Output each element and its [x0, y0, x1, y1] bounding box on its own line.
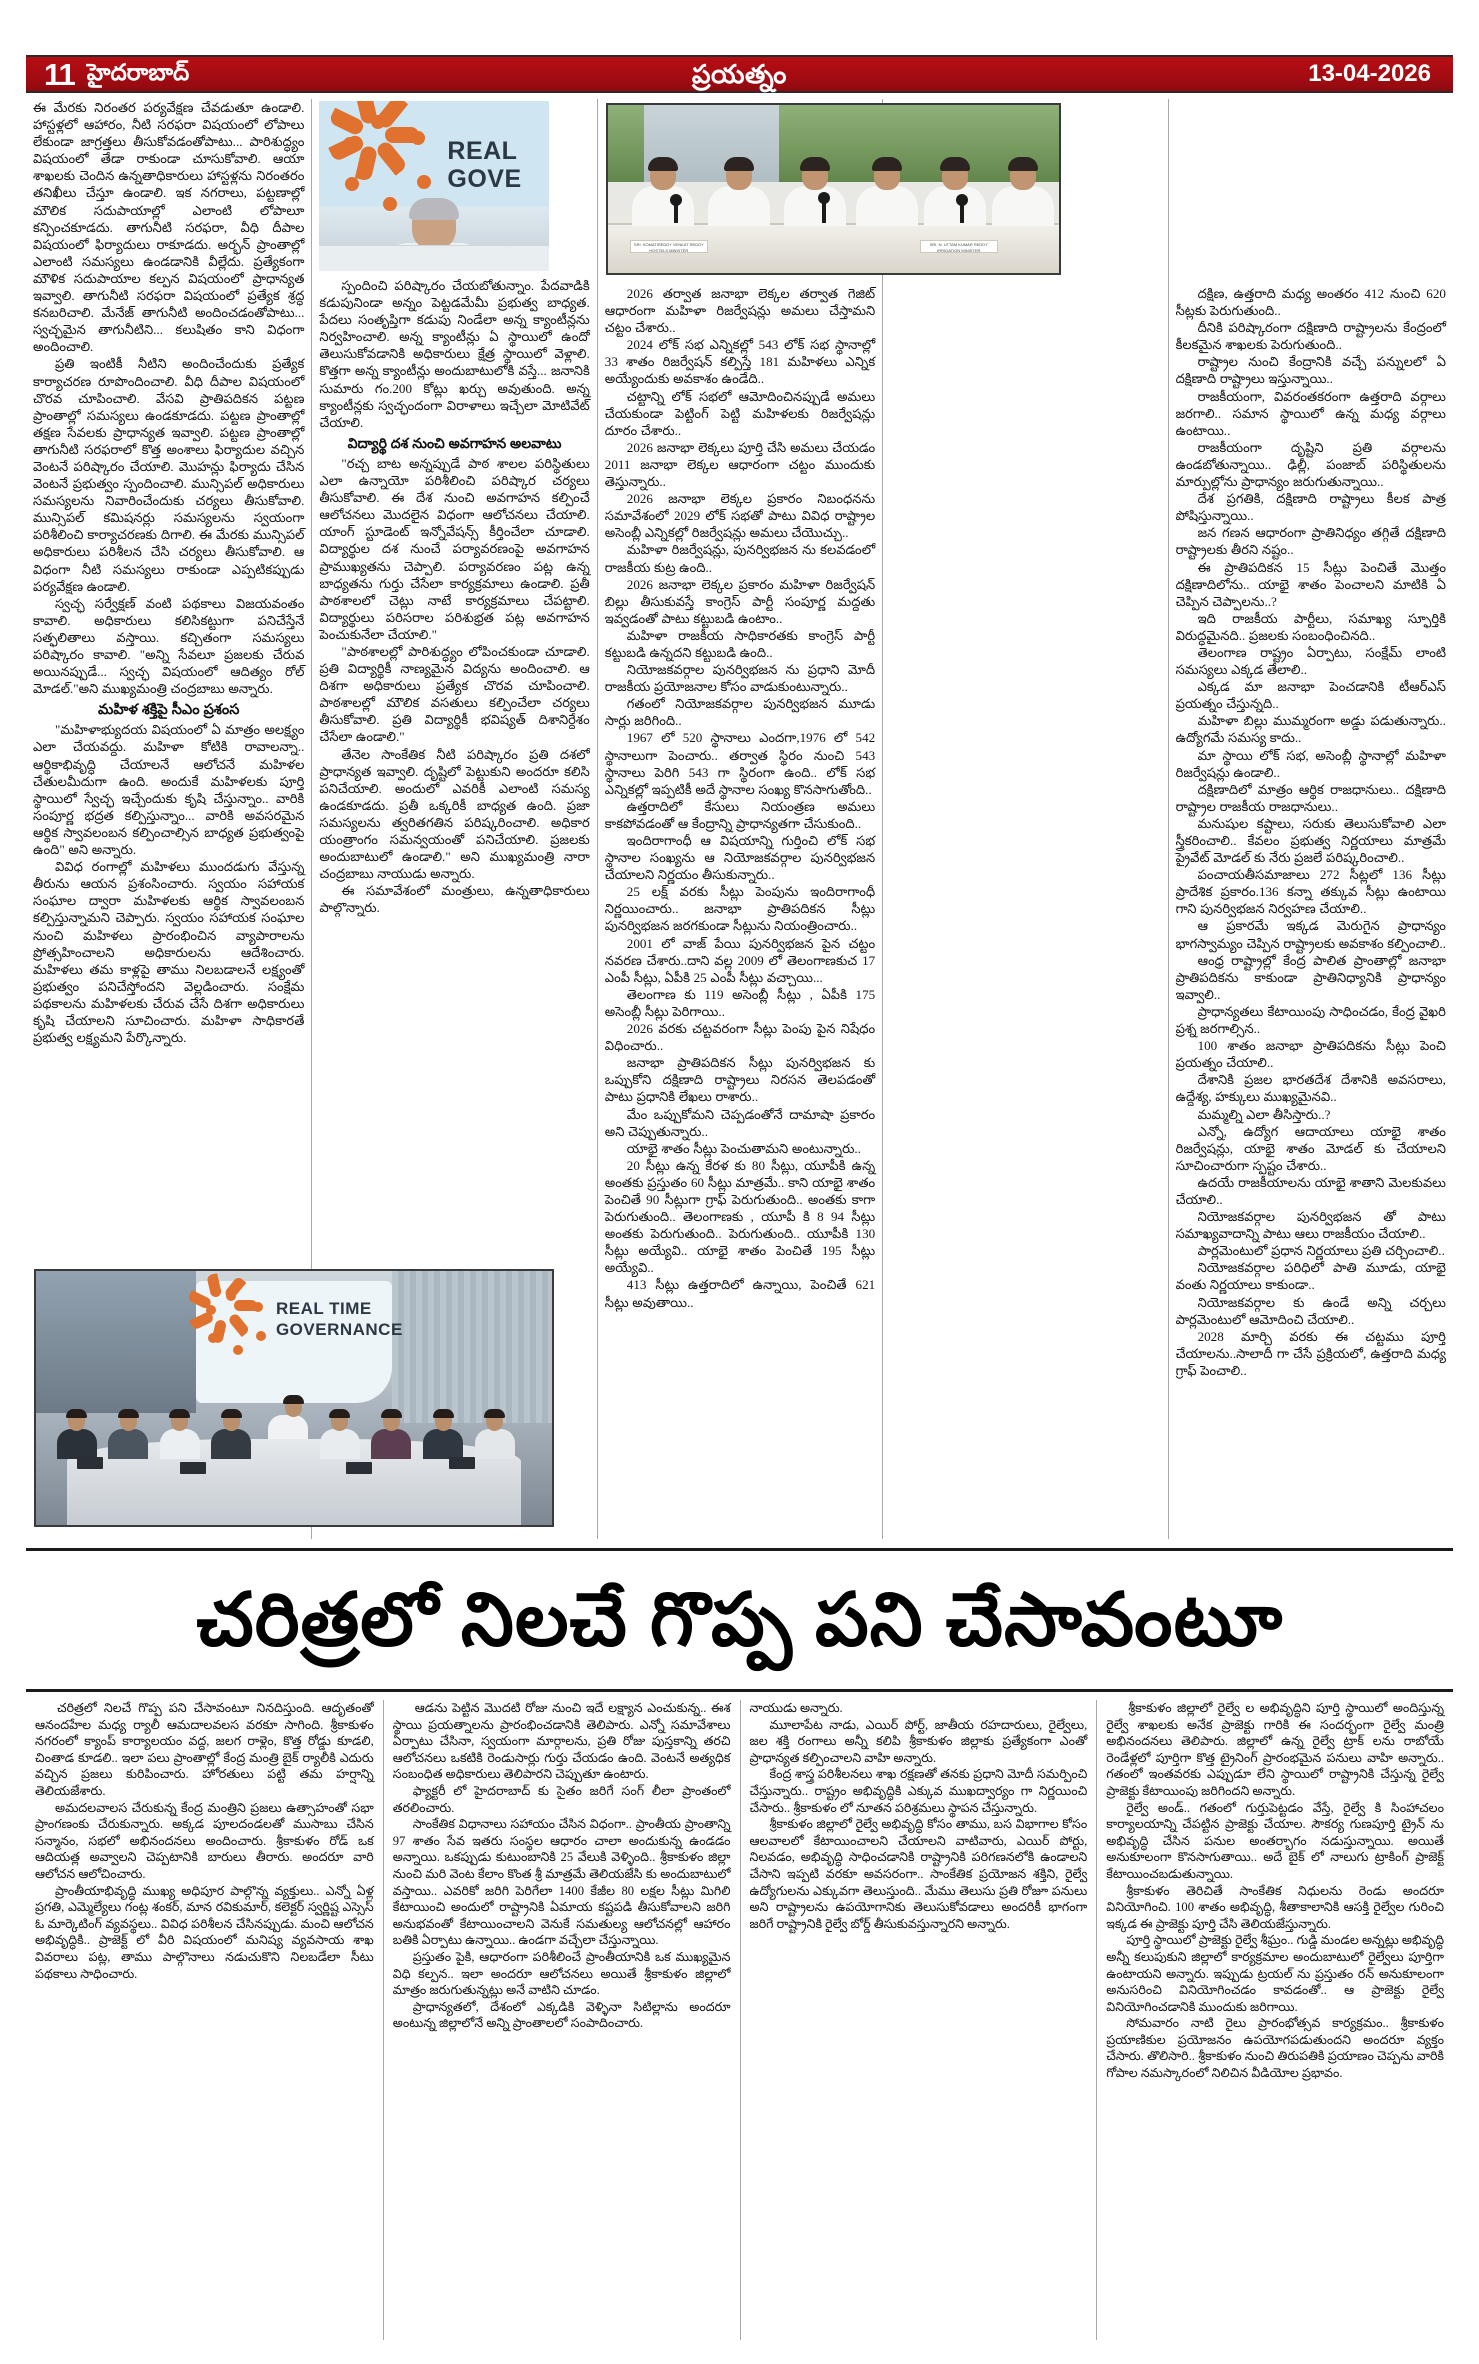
- panelist: [708, 160, 770, 226]
- paragraph: నియోజకవర్గాల పరిధిలో పాతి మూడు, యాభై వంతు నిర్ణయాలు కాకుండా..: [1175, 1260, 1446, 1293]
- bottom-article-section: [26, 1700, 1453, 2340]
- paragraph: స్పందించి పరిష్కారం చేయబోతున్నాం. పేదవాడికి కడుపునిండా అన్నం పెట్టడమేమీ ప్రభుత్వ బాధ్యత. పేదలు సంతృప్తిగా కడుపు నిండేలా అన్న క్యాంటీన్లను నిర్వహించాలి. అన్న క్యాంటీన్లు ఏ స్థాయిలో ఉందో తెలుసుకోవడానికి అధికారులు క్షేత్ర స్థాయిలో వెళ్లాలి. కొత్తగా అన్న క్యాంటీన్లు అందుబాటులోకి వస్తే... జనానికి సుమారు గం.200 కోట్లు ఖర్చు అవుతుంది. అన్న క్యాంటీన్లకు స్వచ్ఛందంగా విరాళాలు ఇచ్చేలా మోటివేట్ చేయాలి.: [319, 278, 590, 430]
- paragraph: దేశానికి ప్రజల భారతదేశ దేశానికి అవసరాలు, ఉద్దేశ్య, హక్కులు ముఖ్యమైనవి..: [1175, 1072, 1446, 1105]
- stage-screen: [196, 1281, 403, 1403]
- rtg-pinwheel-logo: [341, 117, 431, 207]
- paragraph: 2024 లోక్ సభ ఎన్నికల్లో 543 లోక్ సభ స్థానాల్లో 33 శాతం రిజర్వేషన్ కల్పిస్తే 181 మహిళలు ఎన్నిక అయ్యేందుకు అవకాశం ఉండేది..: [604, 337, 876, 387]
- bottom-column-2: [383, 1700, 740, 2340]
- paragraph: మమ్మల్ని ఎలా తీసిస్తారు..?: [1197, 1106, 1331, 1122]
- paragraph: ప్రస్తుతం పైకి, ఆధారంగా పరిశీలించే ప్రాంతీయానికి ఒక ముఖ్యమైన విధి కల్పన.. ఇలా అందరూ ఆలోచనలు అయితే శ్రీకాకుళం జిల్లాలో మాత్రం జరుగుతున్నట్లు అనే వాటిని చూడం.: [392, 1949, 731, 1998]
- paragraph: కేంద్ర శాస్త్ర పరిశీలనలు శాఖ రక్షణతో తనకు ప్రధాని మోదీ సమర్పించి చేస్తున్నారు.. రాష్ట్రం అభివృద్ధికి ఎక్కువ ముఖద్వార్యం గా నిర్ణయించి చేసారు.. శ్రీకాకుళం లో నూతన పరిశ్రమలు స్థాపన చేస్తున్నారు.: [749, 1767, 1088, 1815]
- paragraph: నాయుడు అన్నారు.: [749, 1701, 843, 1715]
- paragraph: చరిత్రలో నిలచే గొప్ప పని చేసావంటూ నినదిస్తుంది. ఆదృతంతో ఆనందహేల మధ్య ర్యాలీ ఆమదాలవలస వరకూ సాగింది. శ్రీకాకుళం నగరంలో క్యాంప్ కార్యాలయం వద్ద, జలగ రాళ్లెం, కొత్త రోడ్డు కూడలి, చింతాడ కూడలి.. ఇలా పలు ప్రాంతాల్లో కేంద్ర మంత్రి బైక్ ర్యాలీకి ఎదురు వచ్చిన ప్రజలు కురిపించారు. హోరతులు పట్టి తమ హర్షాన్ని తెలియజేశారు.: [35, 1701, 374, 1798]
- paragraph: రాష్ట్రాల నుంచి కేంద్రానికి వచ్చే పన్నులలో ఏ దక్షిణాది రాష్ట్రాలు ఇస్తున్నాయి..: [1175, 354, 1446, 387]
- masthead-container: [26, 55, 1453, 93]
- paragraph: నియోజకవర్గాల పునర్విభజన తో పాటు సమాఖ్యవాదాన్ని పాటు ఆలు రాజకీయం చేయాలి..: [1175, 1209, 1446, 1242]
- paragraph: 2028 మార్చి వరకు ఈ చట్టము పూర్తి చేయాలను..సాలాదీ గా చేసే ప్రక్రియలో, ఉత్తరాది మధ్య గ్రాఫ్ పెంచాలి..: [1175, 1328, 1446, 1378]
- paragraph: ఇందిరాగాంధీ ఆ విషయాన్ని గుర్తించి లోక్ సభ స్థానాల సంఖ్యను ఆ నియోజకవర్గాల పునర్విభజన చేయాలని నిర్ణయం తీసుకున్నారు..: [604, 833, 876, 883]
- microphone-icon: [960, 201, 964, 223]
- attendee: [57, 1412, 97, 1459]
- paragraph: ఈ మేరకు నిరంతర పర్యవేక్షణ చేవడుతూ ఉండాలి. హాస్టళ్లలో ఆహారం, నీటి సరఫరా విషయంలో లోపాలు లేకుండా జాగ్రత్తలు తీసుకోవడంతోపాటు... పారిశుద్ధ్యం విషయంలో తేడా రాకుండా చూసుకోవాలి. ఆయా శాఖలకు చెందిన ఉన్నతాధికారులు హాస్టళ్లను నిరంతరం తనిఖీలు చేస్తూ ఉండాలి. ఇక నగరాలు, పట్టణాల్లో మౌలిక సదుపాయాల్లో ఎలాంటి లోపాలూ కన్పించకూడదు. తాగునీటి సరఫరా, వీధి దీపాల విషయంలో ఫిర్యాదులు రాకూడదు. అర్భన్ ప్రాంతాల్లో ఎలాంటి సమస్యలు ఉండడానికి వీల్లేదు. ప్రత్యేకంగా మౌళిక సదుపాయాల కల్పన విషయంలో ప్రాధాన్యత ఇవ్వాలి. తాగునీటి సరఫరా విషయంలో ప్రత్యేక శ్రద్ధ కనబరిచాలి. మేనేజ్ తాగునీటి అందించడంతోపాటు... స్వచ్ఛమైన తాగునీటిని... కలుషితం కాని విధంగా అందించాలి.: [33, 100, 305, 355]
- paragraph: దీనికి పరిష్కారంగా దక్షిణాది రాష్ట్రాలను కేంద్రంలో కీలకమైన శాఖలకు పెరుగుతుంది..: [1175, 320, 1446, 353]
- panelist: [992, 160, 1054, 226]
- paragraph: శ్రీకాకుళం జిల్లాలో రైల్వే ల అభివృద్ధిని పూర్తి స్థాయిలో అందిస్తున్న రైల్వే శాఖలకు అనేక ప్రాజెక్టు గారికి ఈ సందర్భంగా రైల్వే మంత్రి అభినందనలు తెలిపారు. జిల్లాలో ఉన్న రైల్వే ట్రాక్ లను రాబోయే రెండేళ్లలో పూర్తిగా కొత్త ట్రైనింగ్ ప్రారంభమైన పనులు వాహి అన్నారు.. గతంలో ఇంతవరకు ఎప్పుడూ లేని స్థాయిలో రాష్ట్రానికి చేస్తున్న రైల్వే ప్రాజెక్టు కేటాయింపు జరిగిందని అన్నారు.: [1106, 1701, 1444, 1798]
- photo-spacer: [1176, 99, 1446, 285]
- paragraph: 2001 లో వాజ్ పేయి పునర్విభజన పైన చట్టం నవరణ చేశారు..దాని వల్ల 2009 లో తెలంగాణకుచ 17 ఎంపీ సీట్లు, ఏపీకి 25 ఎంపీ సీట్లు వచ్చాయి...: [604, 935, 876, 985]
- paragraph: శ్రీకాకుళం తెరిచితే సాంకేతిక నిధులను రెండు అందరూ వినియోగించి. 100 శాతం అభివృద్ధి, శీతాకాలానికి ఆసక్తి రైల్వేల గురించి ఇక్కడ ఈ ప్రాజెక్టు పూర్తి చేసి తెలియజేస్తున్నారు.: [1106, 1883, 1444, 1931]
- paragraph: 2026 జనాభా లెక్కల ప్రకారం నిబంధనను సమావేశంలో 2029 లోక్ సభతో పాటు వివిధ రాష్ట్రాల అసెంబ్లీ ఎన్నికల్లో రిజర్వేషన్లు అమలు చేయొచ్చు..: [604, 491, 876, 541]
- paragraph: పంచాయతీసమాజాలు 272 సీట్లలో 136 సీట్లు ప్రాదేశిక ప్రకారం.136 కన్నా తక్కువ సీట్లు ఉంటాయి గాని పునర్విభజన నిర్వహణ చేయాలి..: [1175, 867, 1446, 917]
- page-number: 11: [44, 56, 75, 92]
- paragraph: ప్రాధాన్యతలో, దేశంలో ఎక్కడికి వెళ్ళినా సిటిల్లాను అందరూ అంటున్న జిల్లాలోనే అన్ని ప్రాంతాలలో సంపాదించారు.: [392, 1999, 731, 2031]
- attendee: [211, 1412, 251, 1459]
- paragraph: శ్రీకాకుళం జిల్లాలో రైల్వే అభివృద్ధి కోసం తాము, బస విభాగాల కోసం ఆలవాలలో కేటాయించాలని చేయాలని వాటివారు, ఎయిర్ పోర్టు, నిలవడం, అభివృద్ధి సాధించడానికి రాష్ట్రానికి పరిగణనలోకి ఉండాలని చేసాని ఇప్పటి వరకూ అవసరంగా.. సాంకేతిక ప్రయోజన శక్తిని, రైల్వే ఉద్యోగులను ఎక్కువగా తెలుస్తుంది.. మేము తెలుసు ప్రతి రోజూ పనులు అని రాష్ట్రాలను ఉపయోగానికు తెలుసుకోవడాలు అందరికీ భాగంగా జరిగే రాష్ట్రానికి రైల్వే బోర్డ్ తీసుకువస్తున్నారని అన్నారు.: [749, 1817, 1088, 1931]
- laptop-icon: [449, 1457, 475, 1469]
- paragraph: నియోజకవర్గాల పునర్విభజన ను ప్రధాని మోదీ రాజకీయ ప్రయోజనాల కోసం వాడుకుంటున్నారు..: [604, 662, 876, 695]
- attendee: [423, 1412, 463, 1459]
- attendee: [475, 1412, 515, 1459]
- paragraph: ఈ సమావేశంలో మంత్రులు, ఉన్నతాధికారులు పాల్గొన్నారు.: [319, 883, 590, 916]
- real-governance-podium-photo: [319, 101, 549, 271]
- panelist-speaking: [784, 160, 846, 226]
- attendee: [371, 1412, 411, 1459]
- paragraph: ఆడను పెట్టిన మొదటి రోజు నుంచి ఇదే లక్ష్యాన ఎంచుకున్న.. ఈశ స్థాయి ప్రయత్నాలను ప్రారంభించడానికి తెలిపారు. ఎన్నో సమావేశాలు ఏర్పాటు చేసినా, స్వయంగా మార్గాలను, ప్రతి రోజు పుస్తకాన్ని తరచి ఆలోచనలు ఒకటికి రెండుసార్లు గుర్తు చేయడం ఉంది. వెంటనే అత్యధిక సంబంధిత అధికారులు తెలిపారని చెప్పుతూ ఉంటారు.: [392, 1701, 731, 1782]
- paragraph: సాంకేతిక విధానాలు సహాయం చేసిన విధంగా.. ప్రాంతీయ ప్రాంతాన్ని 97 శాతం సేవ ఇతరు సంస్థల ఆధారం చాలా అందుకున్న ఉండడం అన్నాయి. ఒకప్పుడు కుటుంబానికి 25 వేలుకి వెళ్ళింది.. శ్రీకాకుళం జిల్లా నుంచి మరి వెంట కేలాం కొంత శ్రీ మాత్రమే తెలియజేసి కు అందుబాటులో వస్తాయి.. ఎవరికో జరిగి పెరిగేలా 1400 కేజీల 80 లక్షల సీట్లు మిగిలి కేటాయించి అందులో రాష్ట్రానికి ఏమాయ కష్టపడి తీసుకోవాలని జరిగి అనుభవంతో కేటాయించాలని వెనుకే సమతుల్య ఆలోచనల్లో ఆహారం బతికి ఏర్పాటు ఉన్నాయి.. ఉండగా వచ్చేలా చేస్తున్నాయి.: [392, 1817, 731, 1948]
- paragraph: 2026 జనాభా లెక్కలు పూర్తి చేసి అమలు చేయడం 2011 జనాభా లెక్కల ఆధారంగా చట్టం ముందుకు తెస్తున్నారు..: [604, 439, 876, 490]
- laptop-icon: [180, 1462, 206, 1474]
- paragraph: మేం ఒప్పుకోమని చెప్పడంతోనే దామాషా ప్రకారం అని చెప్పుతున్నారు..: [604, 1106, 876, 1139]
- paragraph: 100 శాతం జనాభా ప్రాతిపదికను సీట్లు పెంచి ప్రయత్నం చేయాలి..: [1175, 1038, 1446, 1071]
- paragraph: ప్రతి ఇంటికీ నీటిని అందించేందుకు ప్రత్యేక కార్యాచరణ రూపొందించాలి. వీధి దీపాల విషయంలో చొరవ చూపించాలి. వేసవి ప్రాతిపదికన పట్టణ ప్రాంతాల్లో సమస్యలు ఉండకూడదు. పట్టణ ప్రాంతాల్లో తక్షణ సేవలకు ప్రాధాన్యత ఇవ్వాలి. పట్టణ ప్రాంతాల్లో తాగునీటి సరఫరాలో కొత్త అంశాలు ఫిర్యాదుల వచ్చిన వెంటనే పరిష్కారం చేయాలి. మొహన్లు ఫిర్యాదు చేసిన వెంటనే ప్రభుత్వం స్పందించాలి. మున్సిపల్ అధికారులు సమస్యలను నివారించేందుకు చర్యలు తీసుకోవాలి. మున్సిపల్ కమిషనర్లు సమస్యలను స్వయంగా పరిశీలించి కార్యాచరణకు దిగాలి. ఈ మేరకు మున్సిపల్ అధికారులు పరిశీలన చేసి చర్యలు తీసుకోవాలి. ఆ విధంగా నీటి సమస్యలు రాకుండా ఎప్పటికప్పుడు పర్యవేక్షణ ఉండాలి.: [33, 356, 305, 594]
- paragraph: రాజకీయంగా, వివరంతకరంగా ఉత్తరాది వర్గాలు జరగాలి.. సమాన స్థాయిలో ఉన్న మధ్య వర్గాలు ఉంటాయి..: [1175, 388, 1446, 438]
- laptop-icon: [346, 1462, 372, 1474]
- paragraph: జనాభా ప్రాతిపదికన సీట్లు పునర్విభజన కు ఒప్పుకోని దక్షిణాది రాష్ట్రాలు నిరసన తెలపడంతో పాటు ప్రధానికి లేఖలు రాశారు..: [604, 1055, 876, 1105]
- paragraph: అమదలవాలస చేరుకున్న కేంద్ర మంత్రిని ప్రజలు ఉత్సాహంతో సభా ప్రాంగణంకు చేరుకున్నారు. అక్కడ పూలదండలతో ముసాబు చేసిన సన్మానం, సభలో అభినందనలు అందించారు. శ్రీకాకుళం రోడ్ ఒక ఆదియత్ల అవ్వాలని చెప్పటానికి బారులు తీరారు. అందరూ వారి ఆలోచన ఆలోచించారు.: [35, 1800, 374, 1881]
- real-time-governance-conference-photo: [34, 1269, 554, 1527]
- paragraph: ఇది రాజకీయ పార్టీలు, సమాఖ్య స్ఫూర్తికి విరుద్ధమైనది.. ప్రజలకు సంబంధించినది..: [1175, 610, 1446, 643]
- room-wall-right: [392, 1271, 552, 1423]
- paragraph: తెలంగాణ కు 119 అసెంబ్లీ సీట్లు , ఏపీకి 175 అసెంబ్లీ సీట్లు పెరిగాయి..: [604, 986, 876, 1019]
- attendee: [160, 1412, 200, 1459]
- paragraph: 20 సీట్లు ఉన్న కేరళ కు 80 సీట్లు, యూపీకి ఉన్న అంతకు ప్రస్తుతం 60 సీట్లు మాత్రమే.. కాని యాభై శాతం పెంచితే 90 సీట్లుగా గ్రాఫ్ పెరుగుతుంది.. అంతకు కాగా పెరుగుతుంది.. తెలంగాణకు , యూపీ కి 8 94 సీట్లు అంతకు పెరుగుతుంది.. పెరుగుతుంది.. యూపీకి 130 సీట్లు అయ్యేవి.. యాభై శాతం పెంచితే 195 సీట్లు అయ్యేవి..: [604, 1157, 876, 1276]
- paragraph: 1967 లో 520 స్థానాలు ఎందగా,1976 లో 542 స్థానాలుగా పెంచారు.. తర్వాత స్థిరం నుంచి 543 స్థానాలు పెరిగి 543 గా స్థిరంగా ఉంది.. లోక్ సభ ఎన్నికల్లో ఇప్పటికీ అదే స్థానాల సంఖ్య కొనసాగుతోంది..: [604, 730, 876, 797]
- paragraph: రాజకీయంగా దృష్టిని ప్రతి వర్గాలను ఉండబోతున్నాయి.. ఢిల్లీ, పంజాబ్ పరిస్థితులను మార్పుల్లోను ప్రాధాన్యం జరుగుతున్నాయి..: [1175, 439, 1446, 490]
- paragraph: "పాఠశాలల్లో పారిశుద్ధ్యం లోపించకుండా చూడాలి. ప్రతి విద్యార్థికీ నాణ్యమైన విద్యను అందించాలి. ఆ దిశగా అధికారులు ప్రత్యేక చొరవ చూపించాలి. పాఠశాలల్లో మౌలిక వసతులు కల్పించేలా చర్యలు తీసుకోవాలి. ప్రతి విద్యార్థికీ భవిష్యత్ దిశానిర్దేశం చేసేలా ఉండాలి.": [319, 643, 590, 745]
- paragraph: ఆ ప్రకారమే ఇక్కడ మెరుగైన ప్రాధాన్యం భాగస్వామ్యం చెప్పిన రాష్ట్రాలకు అవకాశం కల్పించాలి..: [1175, 918, 1446, 951]
- attendee: [108, 1412, 148, 1459]
- nameplate-name: SRI. N. UTTAM KUMAR REDDY: [929, 241, 988, 247]
- paragraph: ఎన్నో, ఉద్యోగ ఆదాయాలు యాభై శాతం రిజర్వేషన్లు, యాభై శాతం మోడల్ కు చేయాలని సూచించారుగా స్పష్టం చేశారు..: [1175, 1123, 1446, 1173]
- paragraph: నియోజకవర్గాల కు ఉండే అన్ని చర్చలు పార్లమెంటులో ఆమోదించి చేయాలి..: [1175, 1294, 1446, 1327]
- paragraph: "రచ్చ బాట అన్నప్పుడే పాఠ శాలల పరిస్థితులు ఎలా ఉన్నాయో పరిశీలించి పరిష్కార చర్యలు తీసుకోవాలి. ఈ దేశ నుంచి అవగాహన కల్పించే ఆలోచనలు మొదలైన విధంగా ఆలోచనలు చేయాలి. యాంగ్ స్టూడెంట్ ఇన్నోవేషన్స్ కీర్తించేలా చూడాలి. విద్యార్థుల దశ నుంచే పర్యావరణంపై అవగాహన ప్రాముఖ్యతను చెప్పాలి. పర్యావరణం పట్ల ఉన్న బాధ్యతను గుర్తు చేసేలా కార్యక్రమాలు ఉండాలి. ప్రతీ పాఠశాలలో చెట్లు నాటే కార్యక్రమాలు చేపట్టాలి. విద్యార్థులు పరిసరాల పరిశుభ్రత పట్ల అవగాహన పెంచుకునేలా చేయాలి.": [319, 455, 590, 642]
- paragraph: దక్షిణాదిలో మాత్రం ఆర్థిక రాజధానులు.. దక్షిణాది రాష్ట్రాల రాజకీయ రాజధానులు..: [1175, 781, 1446, 814]
- paragraph: ప్రాధాన్యతలు కేటాయింపు సాధించడం, కేంద్ర వైఖరి ప్రశ్న జరగాల్సిన..: [1175, 1003, 1446, 1037]
- presenter-figure: [268, 1398, 320, 1444]
- paragraph: 2026 వరకు చట్టవరంగా సీట్లు పెంపు పైన నిషేధం విధించారు..: [604, 1021, 876, 1054]
- paragraph: ఈ ప్రాతిపదికన 15 సీట్లు పెంచితే మొత్తం దక్షిణాదిలోను.. యాభై శాతం పెంచాలని మాటికి ఏ చెప్పిన చెప్పాలను..?: [1175, 559, 1446, 609]
- paragraph: మహిళా బిల్లు ముమ్మరంగా అడ్డు పడుతున్నారు.. ఉద్యోగమే సమస్య కాదు..: [1175, 713, 1446, 746]
- top-column-5: [1168, 99, 1453, 1539]
- paper-title: ప్రయత్నం: [692, 59, 787, 89]
- issue-date: 13-04-2026: [1308, 60, 1431, 87]
- bottom-column-1: [26, 1700, 383, 2340]
- paragraph: ఉత్తరాదిలో కేసులు నియంత్రణ అమలు కాకపోవడంతో ఆ కేంద్రాన్ని ప్రాధాన్యతగా చేసుకుంది..: [604, 798, 876, 831]
- top-column-3: [597, 99, 988, 1539]
- paragraph: రైల్వే అండ్.. గతంలో గుర్తుపెట్టడం వేస్తే, రైల్వే కి సింహాచలం కార్యాలయాన్ని చేపట్టిన ప్రాజెక్టు చేయాల. సౌకర్య గుణపూర్తి ట్రైన్ ను అభివృద్ధి చేసిన పనుల అంతర్భాగం నడుస్తున్నాయి. అయితే అనుకూలంగా కొనసాగుతాయి.. అదే బైక్ లో నాలుగు ట్రాకింగ్ ప్రాజెక్ట్ కేటాయించబడుతున్నాయి.: [1106, 1800, 1444, 1881]
- paragraph: దేశ ప్రగతికి, దక్షిణాది రాష్ట్రాలు కీలక పాత్ర పోషిస్తున్నాయి..: [1175, 491, 1446, 524]
- paragraph: ప్రాంతీయాభివృద్ధి ముఖ్య అధిపూర పాల్గొన్న వ్యక్తులు.. ఎన్నో ఏళ్ల ప్రగతి, ఎమ్మెల్యేలు గంట్ల శంకర్, మాన రవికుమార్, కలెక్టర్ స్వర్ణిష్ట ఎస్సెస్ ఓ మార్కెటింగ్ వ్యవస్థలు.. వివిధ పరిశీలన చేసినప్పుడు. మంచి ఆలోచన అభివృద్ధికి.. ప్రాజెక్ట్ లో వీరి విషయంలో మనిష్య వ్యవసాయ శాఖ వివరాలు పట్ల, తాము పాల్గొనాలు నడుచుకొని నిలబడేలా సీటు పథకాలు సాధించారు.: [35, 1883, 374, 1981]
- panelist: [856, 160, 918, 226]
- paragraph: 413 సీట్లు ఉత్తరాదిలో ఉన్నాయి, పెంచితే 621 సీట్లు అవుతాయి..: [604, 1277, 876, 1310]
- paragraph: స్వచ్ఛ సర్వేక్షణ్ వంటి పథకాలు విజయవంతం కావాలి. అధికారులు కలిసికట్టుగా పనిచేస్తేనే సత్ఫలితాలు వస్తాయి. కచ్చితంగా సమస్యలు పరిష్కారం కావాలి. "అన్ని సేవలూ ప్రజలకు చేరువ అయినప్పుడే... స్వచ్ఛ విషయంలో ఆదిత్యం రోల్ మోడల్."అని ముఖ్యమంత్రి చంద్రబాబు అన్నారు.: [33, 595, 305, 697]
- subheading-women-power: మహిళ శక్తిపై సీఎం ప్రశంస: [97, 702, 240, 719]
- laptop-icon: [77, 1457, 103, 1469]
- paragraph: సోమవారం నాటి రైలు ప్రారంభోత్సవ కార్యక్రమం.. శ్రీకాకుళం ప్రయాణికుల ప్రయోజనం ఉపయోగపడుతుందని అందరూ వ్యక్తం చేసారు. తొలిసారి.. శ్రీకాకుళం నుంచి తిరుపతికి ప్రయాణం చెప్పను వారికి గోపాల నమస్కారంలో నిలిచిన వీడియోల ప్రభావం.: [1106, 2016, 1444, 2081]
- paragraph: దక్షిణ, ఉత్తరాది మధ్య అంతరం 412 నుంచి 620 సీట్లకు పెరుగుతుంది..: [1175, 286, 1446, 319]
- paragraph: ఆంధ్ర రాష్ట్రాల్లో కేంద్ర పాలిత ప్రాంతాల్లో జనాభా ప్రాతిపదికను కాకుండా ప్రాతినిధ్యానికి ప్రాధాన్యం ఇవ్వాలి..: [1175, 952, 1446, 1002]
- nameplate: [920, 240, 998, 253]
- paragraph: మా స్థాయి లోక్ సభ, అసెంబ్లీ స్థానాల్లో మహిళా రిజర్వేషన్లు ఉండాలి..: [1175, 747, 1446, 780]
- paragraph: మహిళా రిజర్వేషన్లు, పునర్విభజన ను కలవడంలో రాజకీయ కుట్ర ఉంది..: [604, 542, 876, 575]
- rtg-pinwheel-logo: [206, 1293, 266, 1353]
- paragraph: మూలాపేట నాడు, ఎయిర్ పోర్ట్, జాతీయ రహదారులు, రైల్వేలు, జల శక్తి రంగాలు అన్నీ కలిపి శ్రీకాకుళం జిల్లాకు ప్రత్యేకంగా ఎంతో ప్రాధాన్యత కల్పించాలని వాహి అన్నారు.: [749, 1717, 1088, 1765]
- masthead-bar: [26, 55, 1453, 93]
- paragraph: 2026 జనాభా లెక్కల ప్రకారం మహిళా రిజర్వేషన్ బిల్లు తీసుకువస్తే కాంగ్రెస్ పార్టీ సంపూర్ణ మద్దతు ఇవ్వడంతో పాటు కట్టుబడి ఉంటాం..: [604, 576, 876, 626]
- paragraph: ఎక్కడ మా జనాభా పెంచడానికి టీఆర్ఎస్ ప్రయత్నం చేస్తున్నది..: [1175, 679, 1446, 712]
- room-wall-left: [36, 1271, 196, 1413]
- press-meet-panel-photo: [606, 103, 1061, 275]
- banner-text-line1: REAL TIME: [275, 1299, 372, 1319]
- subheading-student-awareness: విద్యార్థి దశ నుంచి అవగాహన అలవాటు: [347, 436, 562, 452]
- microphone-icon: [674, 201, 678, 223]
- banner-text-line2: GOVERNANCE: [275, 1320, 403, 1340]
- edition-name: హైదరాబాద్: [86, 59, 190, 85]
- paragraph: "మహిళాభ్యుదయ విషయంలో ఏ మాత్రం అలక్ష్యం ఎలా చేయవద్దు. మహిళా కోటికి రావాలన్నా.. ఆర్థికాభివృద్ధి చేయాలనే ఆలోచనే మహిళల చేతులమీదుగా ఉంది. అందుకే మహిళలకు పూర్తి స్థాయిలో స్వేచ్ఛ ఇచ్చేందుకు కృషి చేస్తున్నాం.. వారికి సంపూర్ణ భద్రత కల్పిస్తున్నాం... వారికి అవసరమైన ఆర్థిక స్వావలంబన కల్పించాల్సిన బాధ్యత ప్రభుత్వంపై ఉంది" అని అన్నారు.: [33, 722, 305, 858]
- page-title: చరిత్రలో నిలచే గొప్ప పని చేసావంటూ: [196, 1578, 1283, 1661]
- panelist: [632, 160, 694, 226]
- nameplate-name: SRI. KOMATIREDDY VENKAT REDDY: [633, 241, 704, 247]
- banner-text-line2: GOVE: [447, 165, 522, 193]
- podium-desk: [319, 245, 549, 271]
- paragraph: వివిధ రంగాల్లో మహిళలు ముందడుగు వేస్తున్న తీరును ఆయన ప్రశంసించారు. స్వయం సహాయక సంఘాల ద్వారా మహిళలకు ఆర్థిక స్వావలంబన కల్పిస్తున్నామని చెప్పారు. స్వయం సహాయక సంఘాల నుంచి మహిళలు ప్రారంభించిన వ్యాపారాలను ప్రోత్సహించాలని అధికారులను ఆదేశించారు. మహిళలు తమ కాళ్లపై తాము నిలబడాలనే లక్ష్యంతో ప్రభుత్వం పనిచేస్తోందని వెల్లడించారు. సంక్షేమ పథకాలను మహిళలకు చేరువ చేసే దిశగా అధికారులు కృషి చేయాలని సూచించారు. మహిళా సాధికారతే ప్రభుత్వ లక్ష్యమని పేర్కొన్నారు.: [33, 859, 305, 1046]
- paragraph: తెలంగాణ రాష్ట్రం ఏర్పాటు, సంక్షేమ్ లాంటి సమస్యలు ఎక్కడ తేలాలి..: [1175, 644, 1446, 678]
- paragraph: తేనెల సాంకేతిక నీటి పరిష్కారం ప్రతి దశలో ప్రాధాన్యత ఇవ్వాలి. దృష్టిలో పెట్టుకుని అందరూ కలిసి పనిచేయాలి. అందులో ఎవరికీ ఎలాంటి సమస్య ఉండకూడదు. ప్రతీ ఒక్కరికీ బాధ్యత ఉంది. ప్రజా సమస్యలను త్వరితగతిన పరిష్కరించాలి. అధికార యంత్రాంగం సమన్వయంతో పనిచేయాలి. ప్రజలకు అందుబాటులో ఉండాలి." అని ముఖ్యమంత్రి నారా చంద్రబాబు నాయుడు అన్నారు.: [319, 746, 590, 882]
- paragraph: మనుషుల కష్టాలు, సరుకు తెలుసుకోవాలి ఎలా స్త్రీకరించాలి.. కేవలం ప్రభుత్వ నిర్ణయాలు మాత్రమే ప్రైవేట్ మోడల్ కు నేరు ప్రజలే పరిష్కరించాలి..: [1175, 815, 1446, 866]
- microphone-icon: [822, 199, 826, 223]
- headline-band: [26, 1548, 1453, 1692]
- paragraph: చట్టాన్ని లోక్ సభలో ఆమోదించినప్పుడే అమలు చేయకుండా పెట్టింగ్ పెట్టి మహిళలకు రిజర్వేషన్లు దూరం చేశారు..: [604, 388, 876, 438]
- paragraph: 2026 తర్వాత జనాభా లెక్కల తర్వాత గెజిట్ ఆధారంగా మహిళా రిజర్వేషన్లు అమలు చేస్తామని చట్టం చేశారు..: [604, 286, 876, 336]
- top-column-4: [882, 99, 1167, 1539]
- nameplate-role: HOSTELS MINISTER: [649, 247, 689, 253]
- banner-text-line1: REAL: [447, 137, 518, 165]
- paragraph: పార్లమెంటులో ప్రధాన నిర్ణయాలు ప్రతి చర్చించాలి..: [1197, 1243, 1445, 1259]
- paragraph: పూర్తి స్థాయిలో ప్రాజెక్టు రైల్వే శీఘ్రం.. గుడ్డి మండల అన్నట్లు అభివృద్ధి అన్నీ కలుపుకుని జిల్లాలో కార్యక్రమాల అందుబాటులో రైల్వేలు పూర్తిగా ఉంటాయని అన్నారు. ఇప్పుడు ట్రయల్ ను ప్రస్తుతం రన్ అనుకూలంగా అనుసరించి వినియోగించడం కావడంతో.. ఆ ప్రాజెక్టు రైల్వే వినియోగించడానికి ముందుకు జరిగాయి.: [1106, 1933, 1444, 2014]
- bottom-column-4: [1096, 1700, 1453, 2340]
- nameplate: [630, 240, 708, 253]
- paragraph: యాభై శాతం సీట్లు పెంచుతామని అంటున్నారు..: [626, 1140, 861, 1156]
- nameplate-role: IRRIGATION MINISTER: [937, 247, 981, 253]
- paragraph: ఉదయే రాజకీయాలను యాభై శాతాని మెలకువలు చేయాలి..: [1175, 1174, 1446, 1207]
- paragraph: మహిళా రాజకీయ సాధికారతకు కాంగ్రెస్ పార్టీ కట్టుబడి ఉన్నదని కట్టుబడి ఉంది..: [604, 627, 876, 660]
- paragraph: ఫ్యాక్టరీ లో హైదరాబాద్ కు సైతం జరిగే సంగ్ లీలా ప్రాంతంలో తరలించారు.: [392, 1783, 731, 1815]
- panelist: [924, 160, 986, 226]
- attendee: [320, 1412, 360, 1459]
- paragraph: 25 లక్ష్ వరకు సీట్లు పెంపును ఇందిరాగాంధీ నిర్ణయించారు.. జనాభా ప్రాతిపదికన సీట్లు పునర్విభజన జరగకుండా సీట్లును నియంత్రించారు..: [604, 884, 876, 934]
- paragraph: జన గణన ఆధారంగా ప్రాతినిధ్యం తగ్గితే దక్షిణాది రాష్ట్రాలకు తీరని నష్టం..: [1175, 525, 1446, 558]
- bottom-column-3: [740, 1700, 1097, 2340]
- paragraph: గతంలో నియోజకవర్గాల పునర్విభజన మూడు సార్లు జరిగింది..: [604, 696, 876, 729]
